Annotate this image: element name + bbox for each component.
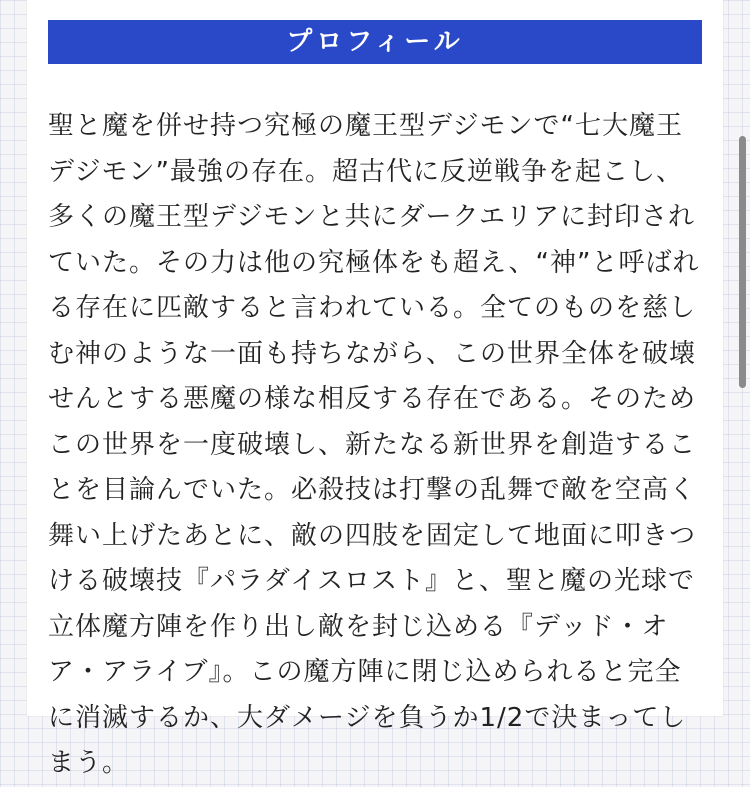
scrollbar-thumb[interactable] (739, 136, 746, 388)
profile-description: 聖と魔を併せ持つ究極の魔王型デジモンで“七大魔王デジモン”最強の存在。超古代に反逆戦争を起こし、多くの魔王型デジモンと共にダークエリアに封印されていた。その力は他の究極体をも超え、“神”と呼ばれる存在に匹敵すると言われている。全てのものを慈しむ神のような一面も持ちながら、この世界全体を破壊せんとする悪魔の様な相反する存在である。そのためこの世界を一度破壊し、新たなる新世界を創造することを目論んでいた。必殺技は打撃の乱舞で敵を空高く舞い上げたあとに、敵の四肢を固定して地面に叩きつける破壊技『パラダイスロスト』と、聖と魔の光球で立体魔方陣を作り出し敵を封じ込める『デッド・オア・アライブ』。この魔方陣に閉じ込められると完全に消滅するか、大ダメージを負うか1/2で決まってしまう。 (48, 111, 700, 778)
profile-heading: プロフィール (48, 20, 702, 64)
